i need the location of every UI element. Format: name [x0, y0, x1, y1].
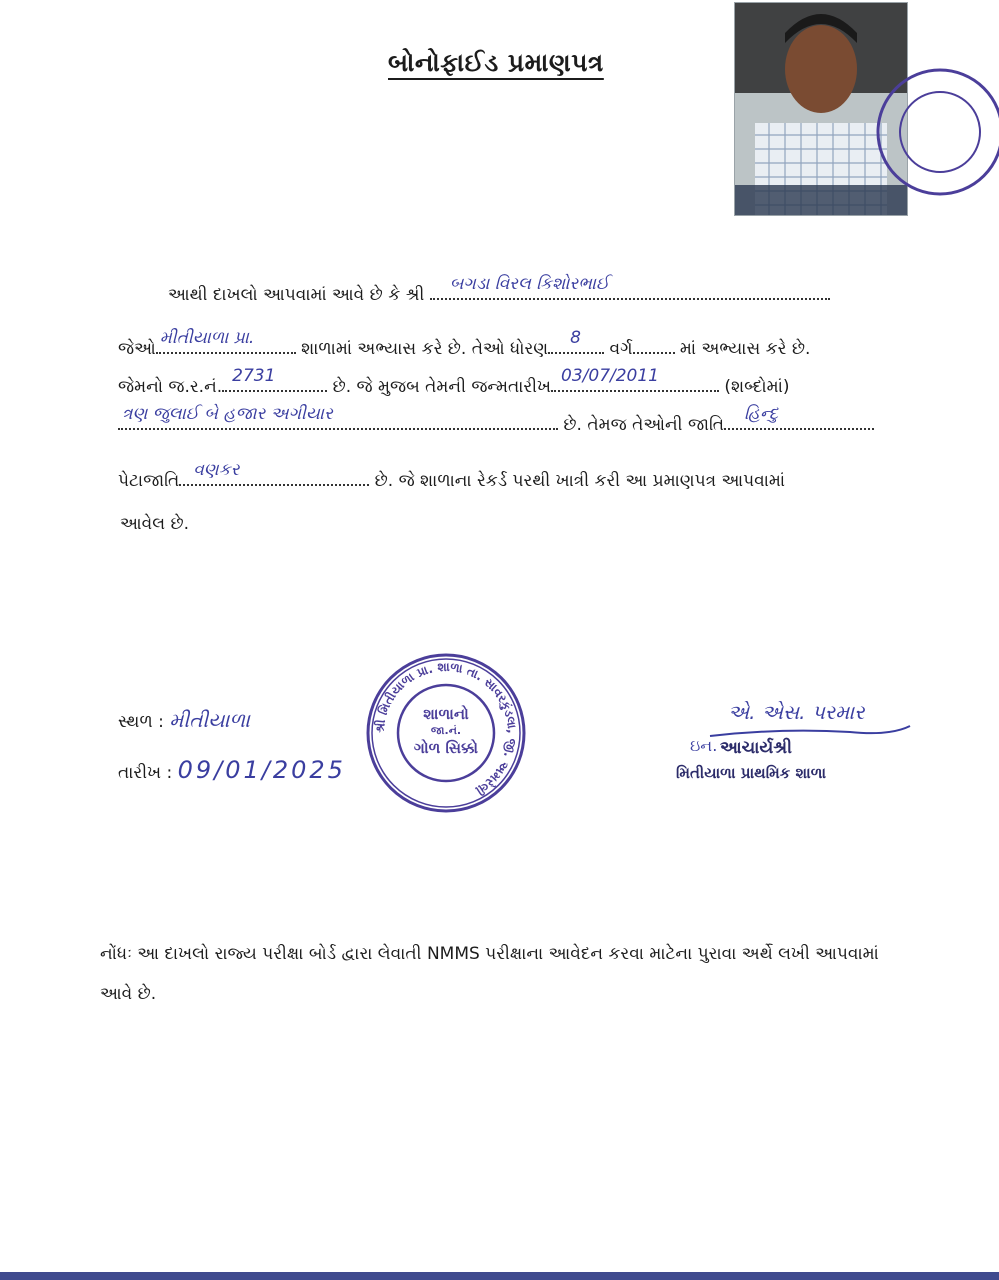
- stamp-center-line2: જા.નં.: [430, 724, 462, 737]
- school-designation: મિતીયાળા પ્રાથમિક શાળા: [676, 764, 827, 782]
- para-line-2: [118, 330, 810, 361]
- caste-value: હિન્દુ: [744, 404, 779, 424]
- standard-value: 8: [570, 328, 581, 348]
- para-line-5: [118, 462, 785, 493]
- date-label: તારીખ :: [118, 763, 173, 783]
- para-line-6: આવેલ છે.: [120, 514, 190, 534]
- stamp-center: [365, 704, 527, 758]
- birth-date-words-value: ત્રણ જુલાઈ બે હજાર અગીયાર: [122, 404, 333, 424]
- footer-note: નોંધઃ આ દાખલો રાજ્ય પરીક્ષા બોર્ડ દ્વારા લેવાતી NMMS પરીક્ષાના આવેદન કરવા માટેના પુરાવા અર્થે લખી આપવામાં આવે છે.: [100, 944, 879, 1004]
- birth-date-value: 03/07/2011: [561, 366, 659, 386]
- photo-stamp-partial: [870, 50, 999, 220]
- school-name-field: [156, 330, 296, 354]
- principal-signature: એ. એસ. પરમાર: [728, 700, 865, 724]
- stamp-outer-text: શ્રી મિતીયાળા પ્રા. શાળા તા. સાવરકુંડલા, જી. અમરેલી: [372, 659, 520, 798]
- line2-mid: શાળામાં અભ્યાસ કરે છે. તેઓ ધોરણ: [301, 339, 549, 359]
- line5-prefix: પેટાજાતિ: [118, 471, 180, 491]
- birth-date-words-field: [118, 406, 558, 430]
- line4-mid: છે. તેમજ તેઓની જાતિ: [563, 415, 725, 435]
- line2-suffix: માં અભ્યાસ કરે છે.: [679, 339, 811, 359]
- line3-mid: છે. જે મુજબ તેમની જન્મતારીખ: [332, 377, 552, 397]
- line2-prefix: જેઓ: [118, 339, 156, 359]
- line3-prefix: જેમનો જ.ર.નં.: [118, 377, 223, 397]
- standard-field: [548, 330, 604, 354]
- principal-title: આચાર્યશ્રી: [720, 738, 793, 758]
- student-name-value: બગડા વિરલ કિશોરભાઈ: [449, 274, 610, 294]
- stamp-center-line3: ગોળ સિક્કો: [413, 739, 479, 757]
- date-value: 09/01/2025: [177, 756, 346, 784]
- para-line-4: [118, 406, 874, 437]
- register-no-value: 2731: [232, 366, 276, 386]
- school-name-value: મીતીયાળા પ્રા.: [159, 328, 255, 348]
- class-label: વર્ગ: [609, 339, 633, 359]
- register-no-field: [222, 368, 327, 392]
- place-value: મીતીયાળા: [169, 708, 250, 732]
- line3-suffix: (શબ્દોમાં): [724, 377, 790, 397]
- certificate-title: બોનોફાઈડ પ્રમાણપત્ર: [388, 48, 604, 77]
- stamp-center-line1: શાળાનો: [423, 705, 469, 723]
- school-stamp: [365, 652, 527, 814]
- para-line-3: [118, 368, 790, 399]
- place-label: સ્થળ :: [118, 712, 164, 732]
- place-row: [118, 708, 250, 734]
- signature-prefix: ઇન.: [690, 736, 718, 755]
- date-row: [118, 758, 346, 785]
- sub-caste-value: વણકર: [193, 460, 240, 480]
- caste-field: [724, 406, 874, 430]
- line5-suffix: છે. જે શાળાના રેકર્ડ પરથી ખાત્રી કરી આ પ્રમાણપત્ર આપવામાં: [374, 471, 786, 491]
- bottom-scan-edge: [0, 1272, 999, 1280]
- birth-date-field: [551, 368, 719, 392]
- division-field: [633, 330, 675, 354]
- para-line-1: [168, 276, 830, 307]
- sub-caste-field: [179, 462, 369, 486]
- line1-prefix: આથી દાખલો આપવામાં આવે છે કે શ્રી: [168, 285, 425, 305]
- student-name-field: [430, 276, 830, 300]
